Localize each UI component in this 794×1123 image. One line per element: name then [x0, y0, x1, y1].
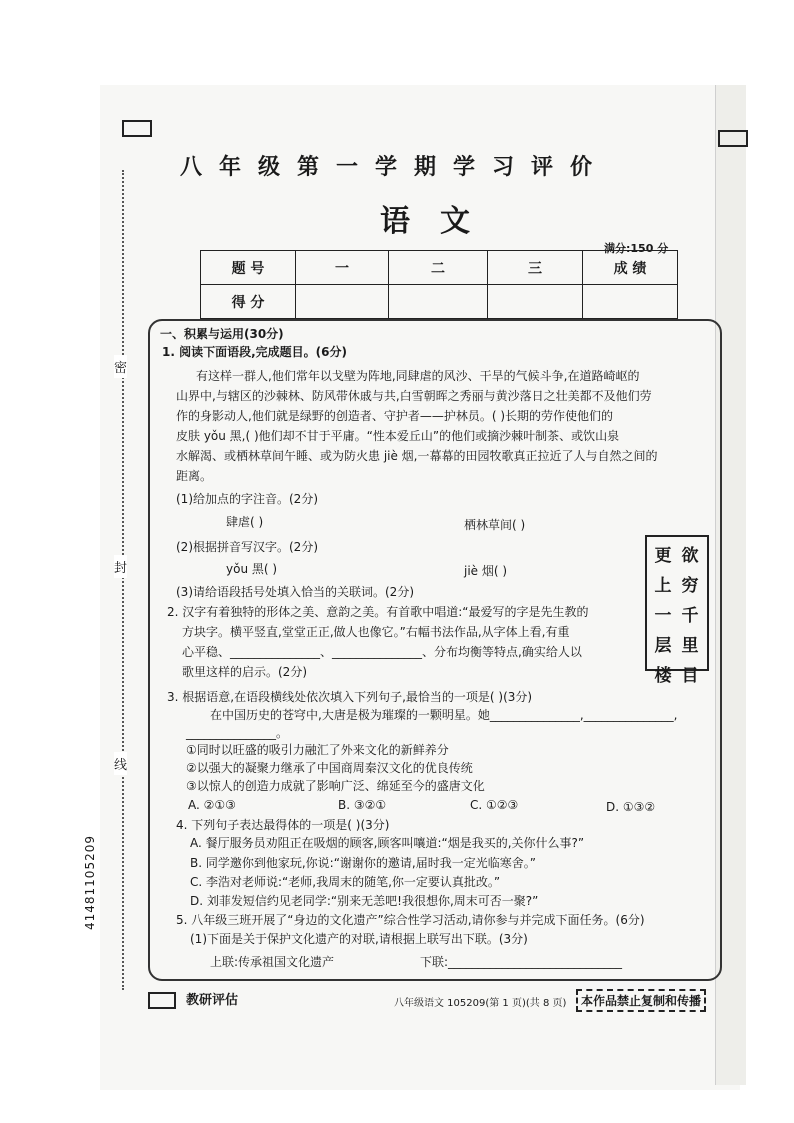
score-table-header: 题 号: [201, 251, 296, 285]
q3-option: A. ②①③: [188, 798, 236, 812]
q4-option: A. 餐厅服务员劝阻正在吸烟的顾客,顾客叫嚷道:“烟是我买的,关你什么事?”: [190, 836, 585, 850]
footer-left: 教研评估: [186, 993, 239, 1008]
q2-line: 方块字。横平竖直,堂堂正正,做人也像它。”右幅书法作品,从字体上看,有重: [182, 625, 570, 639]
q5-sub1: (1)下面是关于保护文化遗产的对联,请根据上联写出下联。(3分): [190, 932, 528, 946]
passage-line: 水解渴、或栖林草间午睡、或为防火患 jiè 烟,一幕幕的田园牧歌真正拉近了人与自然之间的: [176, 449, 658, 463]
q4-option: B. 同学邀你到他家玩,你说:“谢谢你的邀请,届时我一定光临寒舍。”: [190, 856, 536, 870]
q3-text: 在中国历史的苍穹中,大唐是极为璀璨的一颗明星。她_______________,_______________,: [210, 708, 678, 722]
calligraphy-left-column: 更上一层楼: [654, 546, 672, 686]
q2-line: 心平稳、_______________、_______________、分布均衡等特点,确实给人以: [182, 645, 582, 659]
binding-char: 密: [114, 355, 127, 378]
section-heading: 一、积累与运用(30分): [160, 327, 284, 341]
q1-sub1-b: 栖林草间( ): [464, 518, 526, 532]
calligraphy-right-column: 欲穷千里目: [681, 546, 699, 686]
copyright-stamp: 本作品禁止复制和传播: [576, 989, 706, 1012]
score-table-header: 三: [488, 251, 583, 285]
full-score: 满分:150 分: [604, 242, 669, 255]
q1-sub1: (1)给加点的字注音。(2分): [176, 492, 318, 506]
q2-line: 2. 汉字有着独特的形体之美、意韵之美。有首歌中唱道:“最爱写的字是先生教的: [167, 605, 589, 619]
score-cell: [296, 285, 389, 319]
binding-line: [122, 170, 124, 990]
q1-sub2-a: yǒu 黑( ): [226, 562, 278, 576]
next-page-corner-box: [718, 130, 748, 147]
q5-stem: 5. 八年级三班开展了“身边的文化遗产”综合性学习活动,请你参与并完成下面任务。(6分): [176, 913, 645, 927]
q3-text-end: _______________。: [186, 726, 289, 740]
q1-sub3: (3)请给语段括号处填入恰当的关联词。(2分): [176, 585, 414, 599]
q3-option: B. ③②①: [338, 798, 387, 812]
q4-option: C. 李浩对老师说:“老师,我周末的随笔,你一定要认真批改。”: [190, 875, 501, 889]
q3-option: D. ①③②: [606, 800, 656, 814]
passage-line: 距离。: [176, 469, 213, 483]
score-table-header: 成 绩: [583, 251, 678, 285]
couplet-lower-blank: 下联:_____________________________: [420, 955, 623, 969]
q3-item: ③以惊人的创造力成就了影响广泛、绵延至今的盛唐文化: [186, 779, 485, 793]
exam-title: 八年级第一学期学习评价: [180, 154, 610, 180]
q3-option: C. ①②③: [470, 798, 519, 812]
score-table: [200, 250, 678, 319]
score-table-label: 得 分: [201, 285, 296, 319]
score-cell: [488, 285, 583, 319]
q1-sub2-b: jiè 烟( ): [464, 564, 508, 578]
q1-sub1-a: 肆虐( ): [226, 515, 264, 529]
footer-box: [148, 992, 176, 1009]
footer-page-info: 八年级语文 105209(第 1 页)(共 8 页): [394, 998, 567, 1009]
binding-char: 线: [114, 752, 127, 775]
subject-title: 语文: [380, 204, 500, 239]
q2-line: 歌里这样的启示。(2分): [182, 665, 307, 679]
score-cell: [389, 285, 488, 319]
score-cell: [583, 285, 678, 319]
q3-item: ①同时以旺盛的吸引力融汇了外来文化的新鲜养分: [186, 743, 449, 757]
calligraphy-artwork: [645, 535, 709, 686]
corner-box: [122, 120, 152, 137]
passage-line: 皮肤 yǒu 黑,( )他们却不甘于平庸。“性本爱丘山”的他们或摘沙棘叶制茶、或饮山泉: [176, 429, 620, 443]
passage-line: 有这样一群人,他们常年以戈壁为阵地,同肆虐的风沙、干旱的气候斗争,在道路崎岖的: [196, 369, 640, 383]
q4-option: D. 刘菲发短信约见老同学:“别来无恙吧!我很想你,周末可否一聚?”: [190, 894, 539, 908]
binding-char: 封: [114, 555, 127, 578]
passage-line: 作的身影动人,他们就是绿野的创造者、守护者——护林员。( )长期的劳作使他们的: [176, 409, 613, 423]
couplet-upper: 上联:传承祖国文化遗产: [210, 955, 335, 969]
document-code: 41481105209: [83, 835, 97, 930]
q1-sub2: (2)根据拼音写汉字。(2分): [176, 540, 318, 554]
q3-stem: 3. 根据语意,在语段横线处依次填入下列句子,最恰当的一项是( )(3分): [167, 690, 533, 704]
q3-item: ②以强大的凝聚力继承了中国商周秦汉文化的优良传统: [186, 761, 473, 775]
score-table-header: 一: [296, 251, 389, 285]
passage-line: 山界中,与辖区的沙棘林、防风带休戚与共,白雪朝晖之秀丽与黄沙落日之壮美都不及他们劳: [176, 389, 652, 403]
score-table-header: 二: [389, 251, 488, 285]
question-1-stem: 1. 阅读下面语段,完成题目。(6分): [162, 345, 347, 359]
q4-stem: 4. 下列句子表达最得体的一项是( )(3分): [176, 818, 390, 832]
